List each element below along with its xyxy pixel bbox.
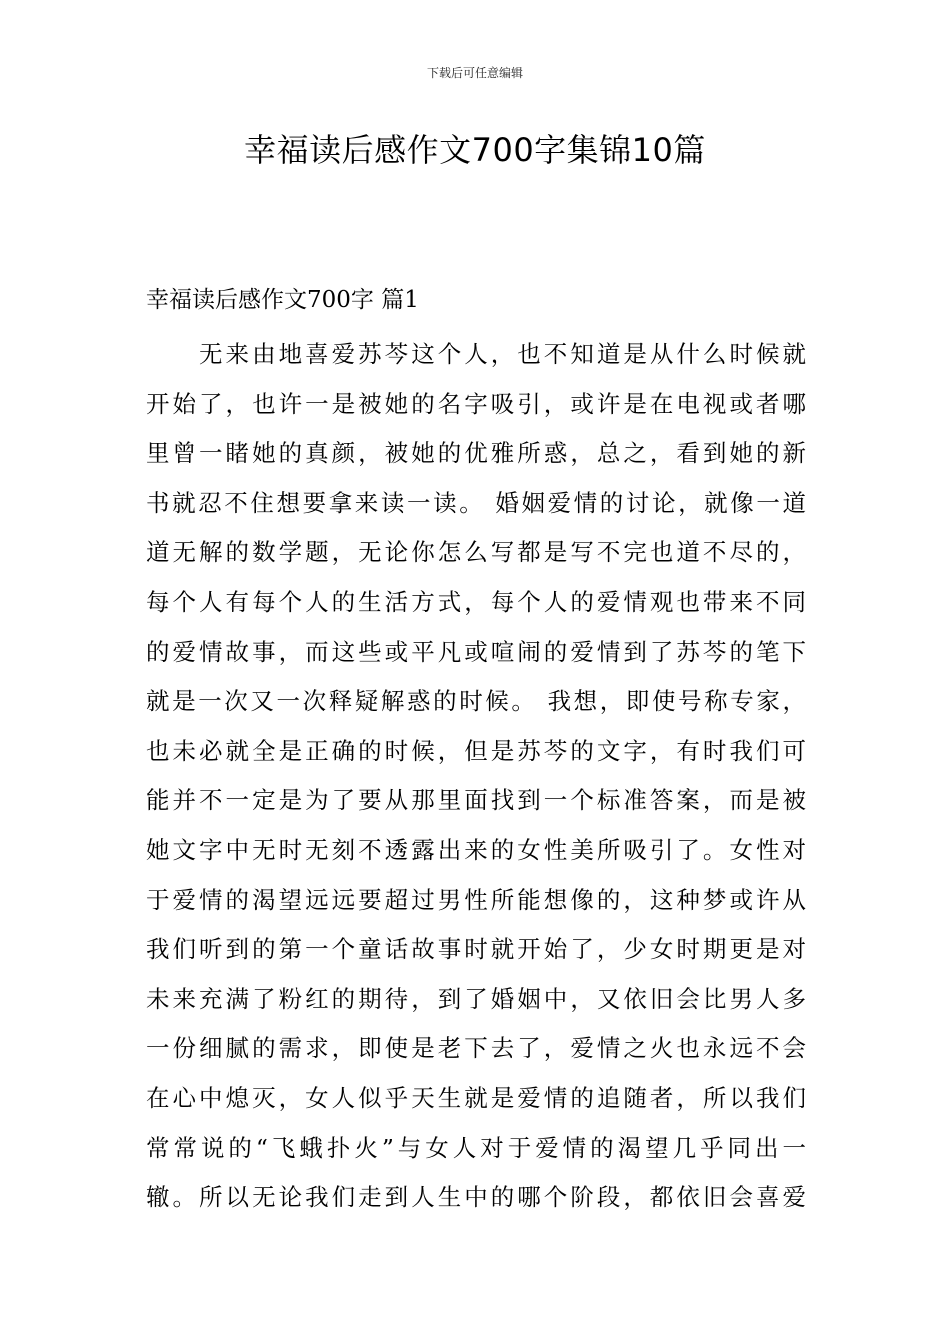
document-title: 幸福读后感作文700字集锦10篇 <box>244 131 706 169</box>
body-line: 在心中熄灭，女人似乎天生就是爱情的追随者，所以我们 <box>146 1083 806 1112</box>
header-note: 下载后可任意编辑 <box>426 66 523 80</box>
body-line: 未来充满了粉红的期待，到了婚姻中，又依旧会比男人多 <box>146 984 806 1013</box>
body-text <box>146 330 806 1223</box>
body-line: 里曾一睹她的真颜，被她的优雅所惑，总之，看到她的新 <box>146 439 806 468</box>
body-line: 常常说的“飞蛾扑火”与女人对于爱情的渴望几乎同出一 <box>146 1133 806 1162</box>
body-line: 书就忍不住想要拿来读一读。 婚姻爱情的讨论，就像一道 <box>146 488 806 517</box>
body-line: 于爱情的渴望远远要超过男性所能想像的，这种梦或许从 <box>146 885 806 914</box>
body-line: 就是一次又一次释疑解惑的时候。 我想，即使号称专家， <box>146 687 806 716</box>
body-line: 我们听到的第一个童话故事时就开始了，少女时期更是对 <box>146 935 806 964</box>
body-line: 也未必就全是正确的时候，但是苏芩的文字，有时我们可 <box>146 736 806 765</box>
body-line: 开始了，也许一是被她的名字吸引，或许是在电视或者哪 <box>146 389 806 418</box>
body-line: 无来由地喜爱苏芩这个人，也不知道是从什么时候就 <box>146 340 806 368</box>
section-heading: 幸福读后感作文700字 篇1 <box>146 287 419 313</box>
body-line: 道无解的数学题，无论你怎么写都是写不完也道不尽的， <box>146 538 806 567</box>
body-line: 一份细腻的需求，即使是老下去了，爱情之火也永远不会 <box>146 1034 806 1063</box>
body-line: 能并不一定是为了要从那里面找到一个标准答案，而是被 <box>146 786 806 815</box>
body-line: 的爱情故事，而这些或平凡或喧闹的爱情到了苏芩的笔下 <box>146 637 806 666</box>
body-line: 辙。所以无论我们走到人生中的哪个阶段，都依旧会喜爱 <box>146 1183 806 1212</box>
body-line: 她文字中无时无刻不透露出来的女性美所吸引了。女性对 <box>146 835 806 864</box>
body-line: 每个人有每个人的生活方式，每个人的爱情观也带来不同 <box>146 587 806 616</box>
